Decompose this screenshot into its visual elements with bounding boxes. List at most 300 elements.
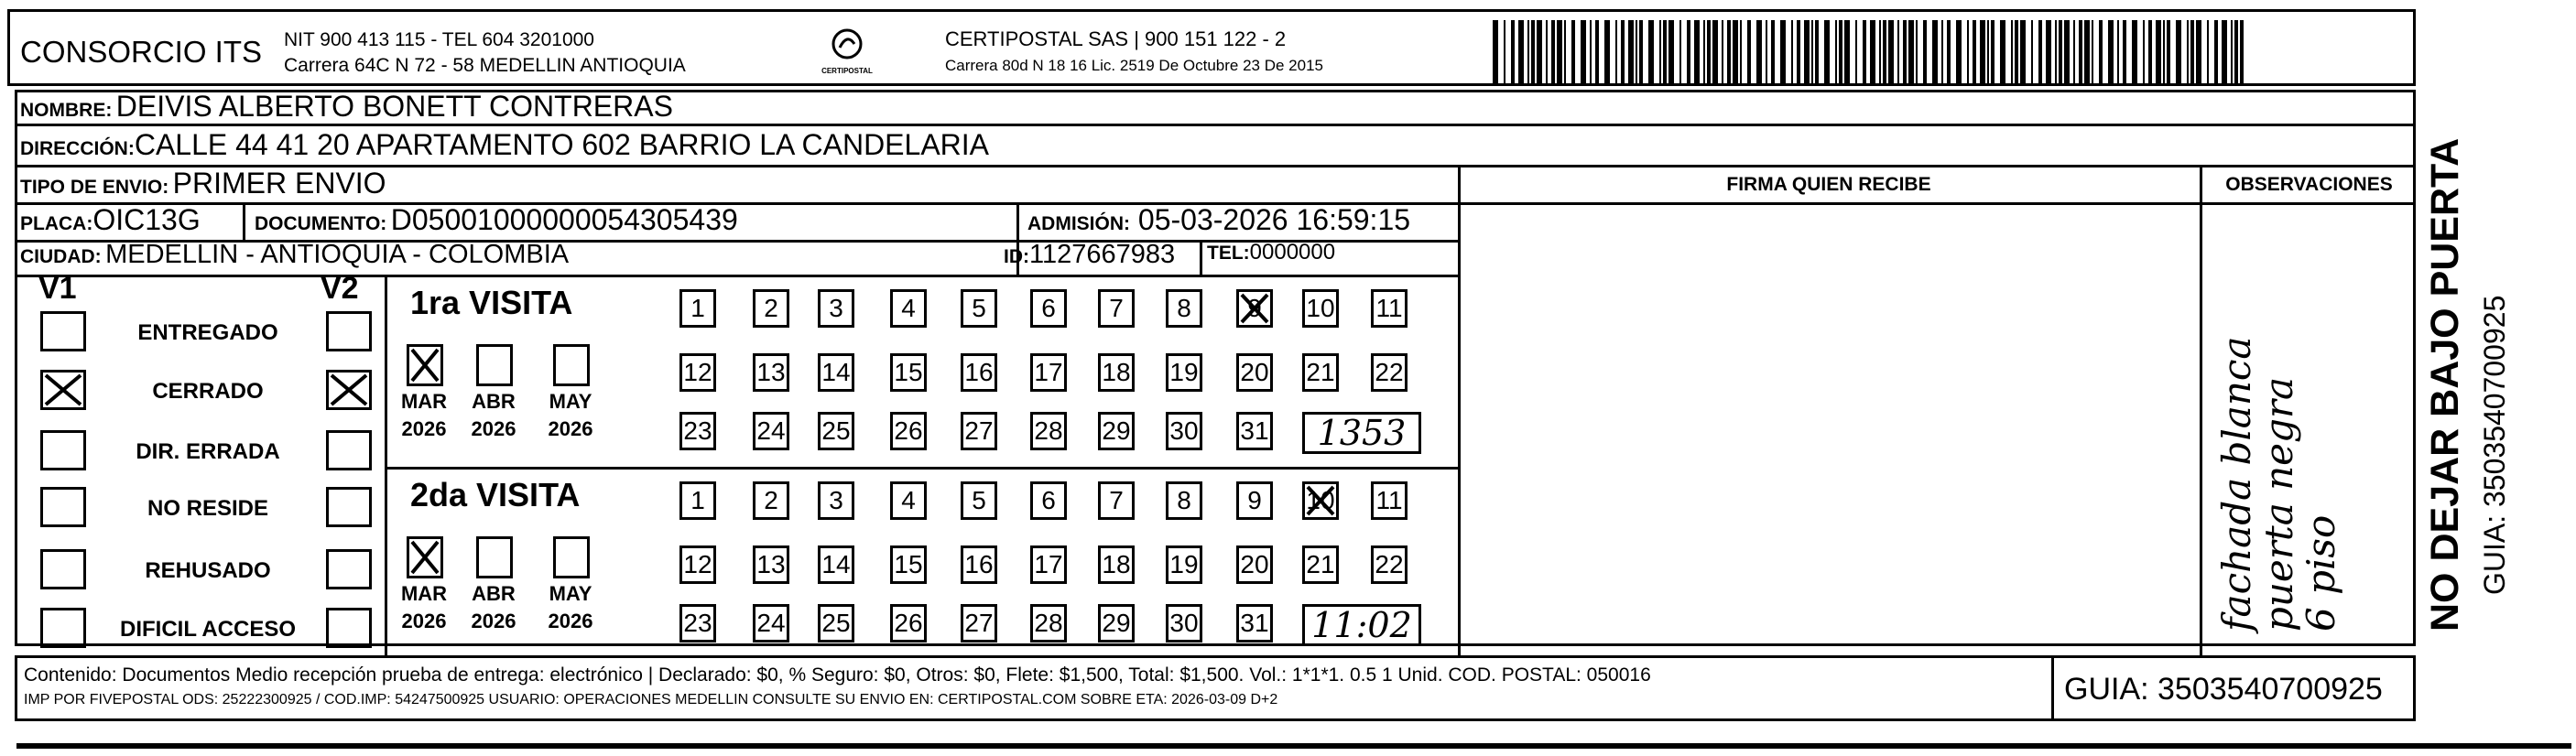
- day-box[interactable]: [1166, 412, 1202, 450]
- barcode-bar: [1493, 20, 1498, 84]
- day-box[interactable]: [1098, 412, 1135, 450]
- carrier-address: Carrera 80d N 18 16 Lic. 2519 De Octubre 23 De 2015: [945, 57, 1323, 74]
- visit-title: 2da VISITA: [410, 476, 581, 513]
- month-year: 2026: [548, 610, 593, 632]
- barcode-bar: [2015, 20, 2018, 84]
- day-number: 6: [1041, 294, 1056, 322]
- barcode-bar: [1811, 20, 1813, 84]
- month-checkbox[interactable]: [476, 536, 513, 578]
- day-box[interactable]: [1371, 353, 1408, 392]
- logo-text: CERTIPOSTAL: [821, 67, 873, 75]
- barcode-bar: [1987, 20, 1989, 84]
- documento-label: DOCUMENTO:: [255, 213, 387, 234]
- day-box[interactable]: [1030, 289, 1067, 328]
- barcode-bar: [1771, 20, 1775, 84]
- month-label: MAR: [400, 582, 448, 605]
- status-v1-checkbox[interactable]: [40, 370, 86, 410]
- day-number: 9: [1247, 486, 1262, 514]
- placa-row: [20, 203, 201, 237]
- barcode-bar: [1756, 20, 1762, 84]
- barcode-bar: [2020, 20, 2026, 84]
- barcode-bar: [1571, 20, 1575, 84]
- day-number: 9: [1247, 294, 1262, 322]
- barcode-bar: [2187, 20, 2189, 84]
- visit-time-box[interactable]: [1302, 412, 1421, 454]
- status-v2-checkbox[interactable]: [326, 608, 372, 648]
- certipostal-logo: [806, 26, 888, 81]
- barcode-bar: [2064, 20, 2070, 84]
- status-v2-checkbox[interactable]: [326, 430, 372, 470]
- placa-label: PLACA:: [20, 213, 93, 234]
- barcode-bar: [1687, 20, 1690, 84]
- admision-label: ADMISIÓN:: [1027, 213, 1130, 234]
- day-number: 13: [756, 358, 786, 386]
- day-box[interactable]: [1098, 481, 1135, 520]
- barcode-bar: [2092, 20, 2093, 84]
- day-box[interactable]: [890, 545, 927, 584]
- month-label: MAY: [549, 582, 592, 605]
- nombre-label: NOMBRE:: [20, 100, 113, 121]
- barcode-bar: [1980, 20, 1985, 84]
- day-box[interactable]: [1030, 545, 1067, 584]
- observations-handwriting: [2216, 229, 2399, 632]
- day-box[interactable]: [890, 481, 927, 520]
- barcode-bar: [2214, 20, 2218, 84]
- day-box[interactable]: [1371, 481, 1408, 520]
- day-number: 29: [1102, 609, 1131, 637]
- barcode-bar: [1863, 20, 1866, 84]
- barcode-bar: [1546, 20, 1548, 84]
- day-number: 22: [1375, 358, 1404, 386]
- status-v1-checkbox[interactable]: [40, 311, 86, 351]
- day-box[interactable]: [818, 289, 854, 328]
- day-number: 19: [1169, 550, 1199, 578]
- day-box[interactable]: [890, 412, 927, 450]
- month-year: 2026: [471, 417, 516, 440]
- barcode-bar: [1628, 20, 1634, 84]
- month-year: 2026: [401, 417, 447, 440]
- x-mark-icon: [43, 373, 83, 407]
- day-number: 21: [1306, 358, 1335, 386]
- barcode-bar: [1527, 20, 1529, 84]
- day-number: 11: [1375, 294, 1403, 322]
- day-number: 17: [1034, 358, 1063, 386]
- day-number: 14: [821, 550, 851, 578]
- barcode-bar: [2176, 20, 2181, 84]
- month-checkbox[interactable]: [476, 344, 513, 386]
- month-label: ABR: [472, 390, 516, 413]
- status-v2-checkbox[interactable]: [326, 311, 372, 351]
- day-number: 23: [683, 609, 712, 637]
- day-box[interactable]: [961, 481, 997, 520]
- day-x-mark-icon: [1239, 292, 1270, 325]
- carrier-name: CERTIPOSTAL SAS | 900 151 122 - 2: [945, 27, 1287, 50]
- direccion-value: CALLE 44 41 20 APARTAMENTO 602 BARRIO LA CANDELARIA: [134, 128, 989, 161]
- barcode-bar: [2046, 20, 2051, 84]
- visit-time-box[interactable]: [1302, 604, 1421, 646]
- barcode-bar: [2190, 20, 2194, 84]
- day-box[interactable]: [1236, 604, 1273, 643]
- documento-value: D05001000000054305439: [390, 203, 738, 236]
- day-box[interactable]: [753, 412, 789, 450]
- footer-line2: IMP POR FIVEPOSTAL ODS: 25222300925 / COD.IMP: 54247500925 USUARIO: OPERACIONES MEDELLIN CONSULTE SU ENVIO EN: CERTIPOSTAL.COM SOBRE ETA: 2026-03-09 D+2: [24, 692, 1278, 707]
- day-box[interactable]: [1371, 289, 1408, 328]
- day-box[interactable]: [679, 481, 716, 520]
- day-number: 17: [1034, 550, 1063, 578]
- barcode-bar: [1504, 20, 1505, 84]
- day-number: 16: [964, 358, 994, 386]
- barcode-bar: [1839, 20, 1842, 84]
- day-number: 26: [894, 416, 923, 445]
- day-box[interactable]: [1166, 604, 1202, 643]
- day-number: 8: [1177, 486, 1191, 514]
- barcode-bar: [1967, 20, 1969, 84]
- visit-title: 1ra VISITA: [410, 284, 573, 321]
- barcode-bar: [1557, 20, 1562, 84]
- day-number: 7: [1109, 486, 1124, 514]
- barcode-bar: [1879, 20, 1881, 84]
- barcode-bar: [1639, 20, 1643, 84]
- tel-row: [1207, 240, 1335, 265]
- barcode-bar: [1941, 20, 1943, 84]
- barcode-bar: [1581, 20, 1586, 84]
- ciudad-row: [20, 240, 569, 270]
- day-box[interactable]: [753, 289, 789, 328]
- x-mark-icon: [409, 347, 440, 383]
- day-box[interactable]: [890, 353, 927, 392]
- barcode-bar: [2143, 20, 2145, 84]
- month-checkbox[interactable]: [407, 344, 443, 386]
- barcode-bar: [2132, 20, 2137, 84]
- day-box[interactable]: [679, 353, 716, 392]
- status-label: ENTREGADO: [137, 320, 278, 345]
- admision-value: 05-03-2026 16:59:15: [1137, 203, 1411, 236]
- barcode-bar: [1923, 20, 1927, 84]
- company-address: Carrera 64C N 72 - 58 MEDELLIN ANTIOQUIA: [284, 55, 686, 76]
- day-number: 28: [1034, 609, 1063, 637]
- barcode-bar: [1916, 20, 1918, 84]
- barcode-bar: [2108, 20, 2114, 84]
- day-number: 5: [972, 294, 986, 322]
- barcode-bar: [1703, 20, 1705, 84]
- barcode-bar: [2163, 20, 2165, 84]
- day-number: 29: [1102, 416, 1131, 445]
- observation-line: 6 piso: [2299, 514, 2343, 632]
- barcode-bar: [1663, 20, 1667, 84]
- id-row: [1004, 240, 1175, 270]
- barcode-bar: [1604, 20, 1610, 84]
- day-number: 27: [964, 416, 994, 445]
- day-box[interactable]: [1166, 353, 1202, 392]
- day-number: 7: [1109, 294, 1124, 322]
- barcode-bar: [1991, 20, 1994, 84]
- barcode-bar: [2117, 20, 2119, 84]
- visit-time: 1353: [1317, 413, 1407, 453]
- day-box[interactable]: [1302, 353, 1339, 392]
- barcode-bar: [1947, 20, 1951, 84]
- day-number: 6: [1041, 486, 1056, 514]
- day-number: 20: [1240, 358, 1269, 386]
- barcode-bar: [1668, 20, 1674, 84]
- month-year: 2026: [401, 610, 447, 632]
- barcode-bar: [1707, 20, 1711, 84]
- admision-row: [1027, 203, 1410, 237]
- company-name: CONSORCIO ITS: [20, 35, 263, 69]
- day-box[interactable]: [1236, 353, 1273, 392]
- day-box[interactable]: [818, 545, 854, 584]
- day-box[interactable]: [961, 412, 997, 450]
- barcode-bar: [2031, 20, 2033, 84]
- barcode-bar: [2084, 20, 2090, 84]
- barcode-bar: [1679, 20, 1681, 84]
- logo-icon: [829, 26, 865, 62]
- id-value: 1127667983: [1029, 240, 1176, 269]
- bottom-rule: [16, 743, 2571, 749]
- day-box[interactable]: [753, 481, 789, 520]
- side-warning: NO DEJAR BAJO PUERTA: [2423, 137, 2467, 632]
- barcode-bar: [2196, 20, 2201, 84]
- observation-line: puerta negra: [2256, 376, 2301, 632]
- barcode-bar: [1648, 20, 1654, 84]
- firma-area[interactable]: [1462, 205, 2198, 653]
- day-box[interactable]: [1098, 545, 1135, 584]
- tipo-row: [20, 167, 386, 200]
- barcode-bar: [1804, 20, 1810, 84]
- barcode-bar: [1870, 20, 1875, 84]
- day-number: 3: [829, 294, 843, 322]
- ciudad-label: CIUDAD:: [20, 246, 102, 267]
- firma-label: FIRMA QUIEN RECIBE: [1726, 174, 1931, 195]
- day-number: 22: [1375, 550, 1404, 578]
- day-number: 21: [1306, 550, 1335, 578]
- day-box[interactable]: [818, 353, 854, 392]
- barcode-bar: [2156, 20, 2161, 84]
- day-box[interactable]: [1030, 412, 1067, 450]
- barcode-bar: [1511, 20, 1515, 84]
- day-box[interactable]: [890, 289, 927, 328]
- day-box[interactable]: [1236, 289, 1273, 328]
- day-number: 4: [901, 486, 916, 514]
- day-box[interactable]: [1030, 604, 1067, 643]
- day-box[interactable]: [1098, 604, 1135, 643]
- documento-row: [255, 203, 738, 237]
- day-number: 25: [821, 416, 851, 445]
- month-year: 2026: [471, 610, 516, 632]
- barcode-bar: [2167, 20, 2170, 84]
- barcode-bar: [1694, 20, 1700, 84]
- day-number: 2: [764, 486, 778, 514]
- day-number: 19: [1169, 358, 1199, 386]
- barcode-bar: [1564, 20, 1566, 84]
- status-label: REHUSADO: [145, 558, 271, 583]
- barcode-bar: [1903, 20, 1907, 84]
- day-box[interactable]: [1098, 289, 1135, 328]
- day-number: 31: [1240, 416, 1269, 445]
- day-number: 5: [972, 486, 986, 514]
- month-checkbox[interactable]: [553, 536, 590, 578]
- observaciones-label: OBSERVACIONES: [2225, 174, 2393, 195]
- day-number: 8: [1177, 294, 1191, 322]
- barcode-bar: [1537, 20, 1542, 84]
- day-number: 24: [756, 609, 786, 637]
- barcode-bar: [1956, 20, 1962, 84]
- day-box[interactable]: [818, 604, 854, 643]
- tel-label: TEL:: [1207, 243, 1250, 264]
- day-box[interactable]: [1371, 545, 1408, 584]
- day-box[interactable]: [961, 289, 997, 328]
- v2-label: V2: [321, 271, 359, 306]
- barcode-bar: [1733, 20, 1738, 84]
- day-box[interactable]: [1236, 412, 1273, 450]
- nombre-row: [20, 90, 673, 124]
- barcode-bar: [1932, 20, 1938, 84]
- status-label: DIR. ERRADA: [136, 439, 280, 464]
- barcode-bar: [1551, 20, 1555, 84]
- day-box[interactable]: [1236, 481, 1273, 520]
- day-number: 10: [1306, 294, 1335, 322]
- status-label: NO RESIDE: [147, 496, 269, 521]
- day-box[interactable]: [1302, 481, 1339, 520]
- day-box[interactable]: [679, 604, 716, 643]
- month-checkbox[interactable]: [407, 536, 443, 578]
- day-box[interactable]: [961, 353, 997, 392]
- month-year: 2026: [548, 417, 593, 440]
- day-box[interactable]: [961, 604, 997, 643]
- ciudad-value: MEDELLIN - ANTIOQUIA - COLOMBIA: [105, 240, 570, 269]
- barcode-bar: [1712, 20, 1718, 84]
- day-number: 31: [1240, 609, 1269, 637]
- day-number: 26: [894, 609, 923, 637]
- day-number: 23: [683, 416, 712, 445]
- day-number: 28: [1034, 416, 1063, 445]
- placa-value: OIC13G: [92, 203, 201, 236]
- day-box[interactable]: [818, 412, 854, 450]
- day-box[interactable]: [1030, 481, 1067, 520]
- day-box[interactable]: [1236, 545, 1273, 584]
- day-number: 25: [821, 609, 851, 637]
- barcode-bar: [1615, 20, 1617, 84]
- footer-guia: GUIA: 3503540700925: [2064, 672, 2383, 707]
- day-number: 10: [1306, 486, 1335, 514]
- day-number: 15: [894, 358, 923, 386]
- barcode-bar: [2055, 20, 2057, 84]
- barcode-bar: [1908, 20, 1914, 84]
- day-box[interactable]: [1302, 289, 1339, 328]
- barcode-bar: [2148, 20, 2152, 84]
- status-v2-checkbox[interactable]: [326, 487, 372, 527]
- month-label: MAY: [549, 390, 592, 413]
- day-box[interactable]: [753, 545, 789, 584]
- x-mark-icon: [329, 373, 369, 407]
- status-v1-checkbox[interactable]: [40, 549, 86, 589]
- barcode-bar: [2231, 20, 2233, 84]
- observation-line: fachada blanca: [2214, 336, 2259, 632]
- nombre-value: DEIVIS ALBERTO BONETT CONTRERAS: [115, 90, 673, 123]
- barcode-bar: [1824, 20, 1830, 84]
- barcode-bar: [2079, 20, 2082, 84]
- day-box[interactable]: [753, 353, 789, 392]
- barcode-bar: [1518, 20, 1524, 84]
- day-box[interactable]: [1166, 545, 1202, 584]
- barcode-bar: [1791, 20, 1793, 84]
- day-box[interactable]: [1098, 353, 1135, 392]
- day-number: 24: [756, 416, 786, 445]
- status-label: DIFICIL ACCESO: [119, 617, 296, 642]
- month-label: ABR: [472, 582, 516, 605]
- status-label: CERRADO: [152, 379, 264, 404]
- barcode-bar: [1797, 20, 1800, 84]
- day-number: 12: [683, 358, 712, 386]
- day-box[interactable]: [1030, 353, 1067, 392]
- day-box[interactable]: [753, 604, 789, 643]
- day-number: 13: [756, 550, 786, 578]
- barcode-bar: [2038, 20, 2042, 84]
- day-box[interactable]: [961, 545, 997, 584]
- day-box[interactable]: [1166, 481, 1202, 520]
- day-number: 11: [1375, 486, 1403, 514]
- day-number: 4: [901, 294, 916, 322]
- day-box[interactable]: [1302, 545, 1339, 584]
- barcode-bar: [2234, 20, 2238, 84]
- day-box[interactable]: [1166, 289, 1202, 328]
- day-number: 30: [1169, 416, 1199, 445]
- barcode-bar: [1595, 20, 1599, 84]
- day-box[interactable]: [679, 545, 716, 584]
- day-number: 3: [829, 486, 843, 514]
- status-v1-checkbox[interactable]: [40, 487, 86, 527]
- day-number: 12: [683, 550, 712, 578]
- day-number: 18: [1102, 358, 1131, 386]
- day-number: 20: [1240, 550, 1269, 578]
- day-number: 2: [764, 294, 778, 322]
- barcode-bar: [1844, 20, 1850, 84]
- side-guia: GUIA: 3503540700925: [2478, 295, 2511, 595]
- status-v1-checkbox[interactable]: [40, 608, 86, 648]
- day-x-mark-icon: [1305, 484, 1336, 517]
- barcode-bar: [1621, 20, 1625, 84]
- company-nit: NIT 900 413 115 - TEL 604 3201000: [284, 29, 594, 50]
- day-number: 1: [690, 486, 705, 514]
- day-box[interactable]: [679, 289, 716, 328]
- barcode-bar: [1815, 20, 1819, 84]
- tipo-label: TIPO DE ENVIO:: [20, 177, 169, 198]
- barcode-bar: [2240, 20, 2244, 84]
- barcode-bar: [1780, 20, 1786, 84]
- day-box[interactable]: [679, 412, 716, 450]
- id-label: ID:: [1004, 246, 1029, 267]
- day-box[interactable]: [818, 481, 854, 520]
- status-v1-checkbox[interactable]: [40, 430, 86, 470]
- barcode-bar: [2099, 20, 2103, 84]
- day-number: 30: [1169, 609, 1199, 637]
- barcode-bar: [2073, 20, 2075, 84]
- day-number: 15: [894, 550, 923, 578]
- barcode-bar: [1883, 20, 1886, 84]
- x-mark-icon: [409, 539, 440, 576]
- day-box[interactable]: [890, 604, 927, 643]
- direccion-row: [20, 128, 989, 162]
- barcode-bar: [2000, 20, 2005, 84]
- barcode-bar: [1747, 20, 1751, 84]
- status-v2-checkbox[interactable]: [326, 370, 372, 410]
- barcode-bar: [1766, 20, 1767, 84]
- barcode-bar: [1888, 20, 1894, 84]
- status-v2-checkbox[interactable]: [326, 549, 372, 589]
- month-checkbox[interactable]: [553, 344, 590, 386]
- barcode-bar: [1727, 20, 1731, 84]
- barcode: [1493, 20, 2244, 84]
- day-number: 16: [964, 550, 994, 578]
